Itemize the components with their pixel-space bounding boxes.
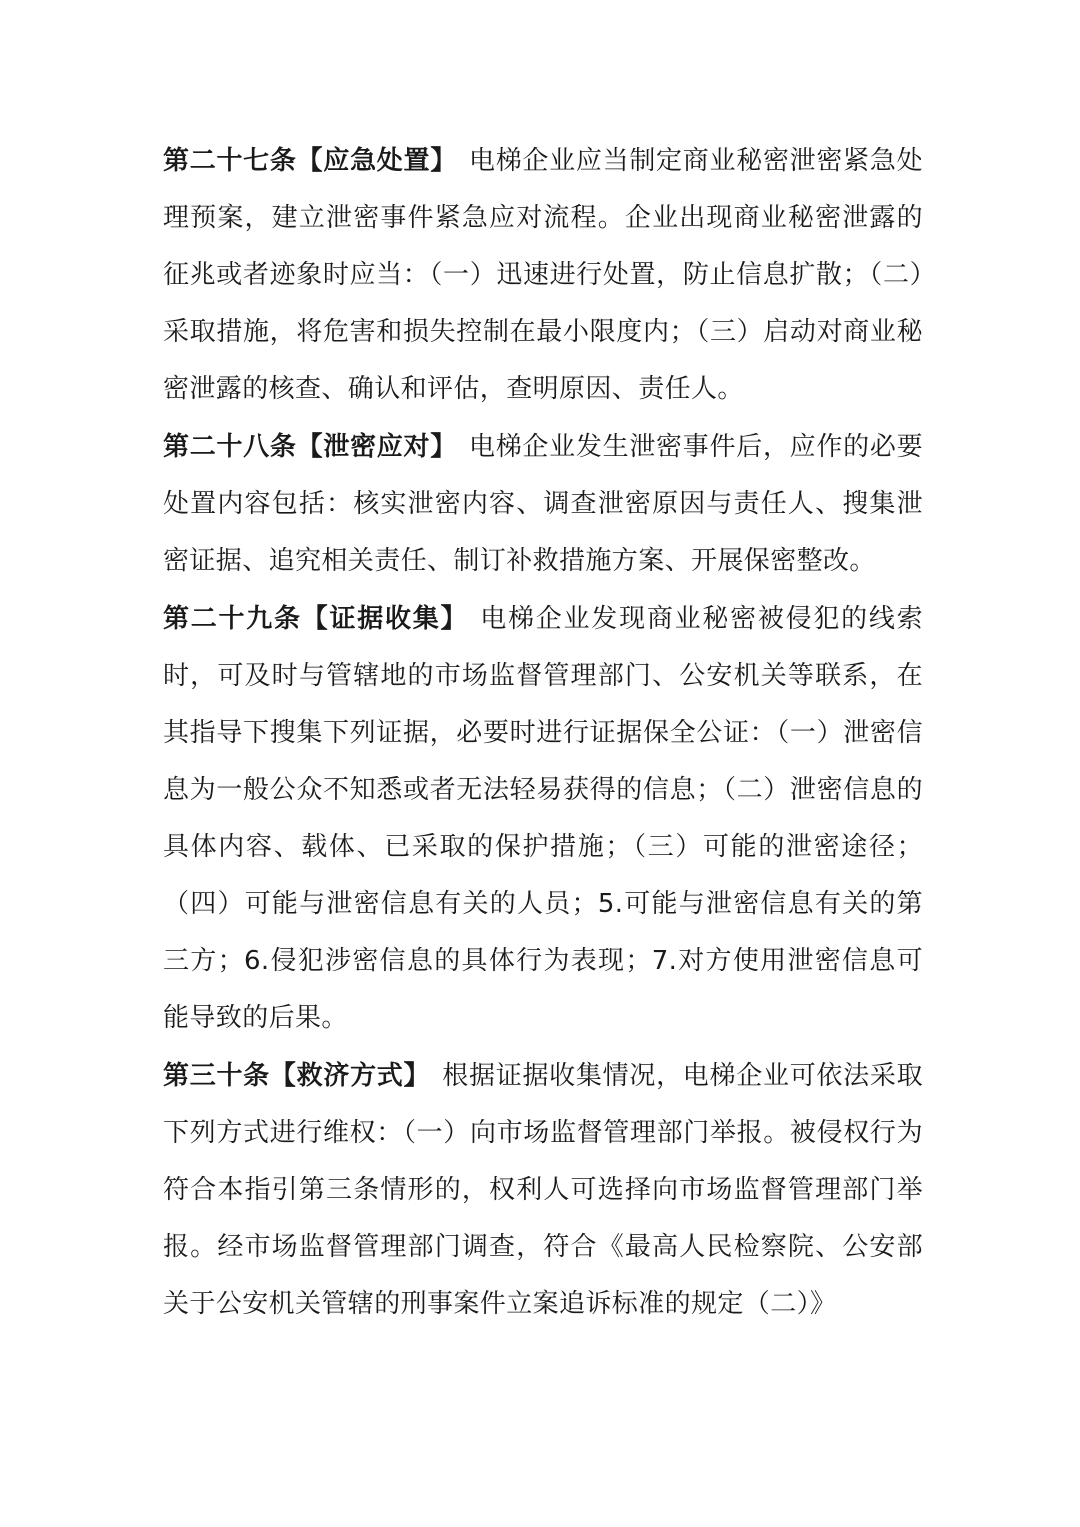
article-28: [163, 419, 923, 590]
article-27-body: 电梯企业应当制定商业秘密泄密紧急处理预案，建立泄密事件紧急应对流程。企业出现商业秘密泄露的征兆或者迹象时应当：（一）迅速进行处置，防止信息扩散；（二）采取措施，将危害和损失控制在最小限度内；（三）启动对商业秘密泄露的核查、确认和评估，查明原因、责任人。: [163, 146, 923, 404]
article-28-body: 电梯企业发生泄密事件后，应作的必要处置内容包括：核实泄密内容、调查泄密原因与责任人、搜集泄密证据、追究相关责任、制订补救措施方案、开展保密整改。: [163, 432, 923, 576]
article-29-title: 第二十九条【证据收集】: [163, 604, 469, 634]
article-29: [163, 591, 923, 1047]
article-28-title: 第二十八条【泄密应对】: [163, 432, 457, 462]
article-27-title: 第二十七条【应急处置】: [163, 146, 457, 176]
article-29-body: 电梯企业发现商业秘密被侵犯的线索时，可及时与管辖地的市场监督管理部门、公安机关等联系，在其指导下搜集下列证据，必要时进行证据保全公证：（一）泄密信息为一般公众不知悉或者无法轻易获得的信息；（二）泄密信息的具体内容、载体、已采取的保护措施；（三）可能的泄密途径；（四）可能与泄密信息有关的人员；5.可能与泄密信息有关的第三方；6.侵犯涉密信息的具体行为表现；7.对方使用泄密信息可能导致的后果。: [163, 604, 923, 1033]
document-page: [163, 133, 923, 1333]
article-30-title: 第三十条【救济方式】: [163, 1061, 431, 1091]
article-30: [163, 1048, 923, 1333]
article-30-body: 根据证据收集情况，电梯企业可依法采取下列方式进行维权：（一）向市场监督管理部门举报。被侵权行为符合本指引第三条情形的，权利人可选择向市场监督管理部门举报。经市场监督管理部门调查，符合《最高人民检察院、公安部关于公安机关管辖的刑事案件立案追诉标准的规定（二）》: [163, 1061, 923, 1319]
article-27: [163, 133, 923, 418]
